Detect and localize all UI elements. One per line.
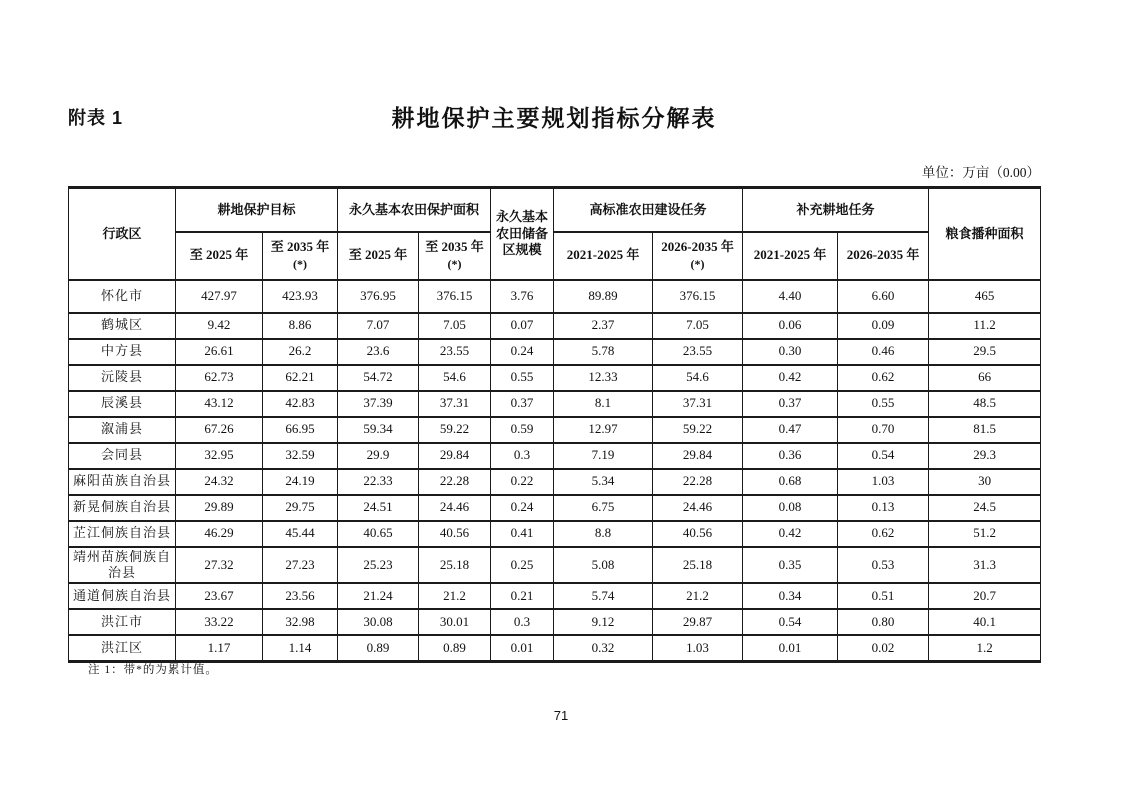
value-cell: 21.2 <box>419 583 491 609</box>
value-cell: 1.03 <box>838 469 929 495</box>
value-cell: 0.62 <box>838 365 929 391</box>
subheader-to-2025 <box>176 232 263 280</box>
value-cell: 6.75 <box>554 495 653 521</box>
value-cell: 59.34 <box>338 417 419 443</box>
table-row <box>69 443 1041 469</box>
value-cell: 24.46 <box>653 495 743 521</box>
value-cell: 0.08 <box>743 495 838 521</box>
value-cell: 0.42 <box>743 365 838 391</box>
region-cell: 会同县 <box>69 443 176 469</box>
subheader-2026-2035-star <box>653 232 743 280</box>
region-cell: 靖州苗族侗族自治县 <box>69 547 176 584</box>
value-cell: 12.33 <box>554 365 653 391</box>
value-cell: 1.2 <box>929 635 1041 661</box>
table-row <box>69 365 1041 391</box>
value-cell: 0.07 <box>491 313 554 339</box>
table-row <box>69 339 1041 365</box>
value-cell: 0.30 <box>743 339 838 365</box>
header-grain-area: 粮食播种面积 <box>929 188 1041 280</box>
value-cell: 21.24 <box>338 583 419 609</box>
value-cell: 23.55 <box>653 339 743 365</box>
region-cell: 中方县 <box>69 339 176 365</box>
value-cell: 0.53 <box>838 547 929 584</box>
region-cell: 沅陵县 <box>69 365 176 391</box>
subheader-text: 2021-2025 年 <box>566 247 640 263</box>
value-cell: 465 <box>929 280 1041 313</box>
table-row <box>69 609 1041 635</box>
value-cell: 40.1 <box>929 609 1041 635</box>
value-cell: 3.76 <box>491 280 554 313</box>
value-cell: 0.06 <box>743 313 838 339</box>
value-cell: 62.73 <box>176 365 263 391</box>
value-cell: 26.2 <box>263 339 338 365</box>
value-cell: 54.6 <box>419 365 491 391</box>
value-cell: 32.59 <box>263 443 338 469</box>
table-row <box>69 521 1041 547</box>
value-cell: 40.56 <box>653 521 743 547</box>
value-cell: 43.12 <box>176 391 263 417</box>
value-cell: 40.56 <box>419 521 491 547</box>
value-cell: 0.68 <box>743 469 838 495</box>
value-cell: 54.72 <box>338 365 419 391</box>
page-title: 耕地保护主要规划指标分解表 <box>391 105 717 131</box>
value-cell: 42.83 <box>263 391 338 417</box>
value-cell: 6.60 <box>838 280 929 313</box>
region-cell: 新晃侗族自治县 <box>69 495 176 521</box>
unit-note: 单位：万亩（0.00） <box>921 165 1040 180</box>
region-cell: 洪江市 <box>69 609 176 635</box>
value-cell: 376.95 <box>338 280 419 313</box>
value-cell: 0.37 <box>491 391 554 417</box>
region-cell: 辰溪县 <box>69 391 176 417</box>
value-cell: 0.51 <box>838 583 929 609</box>
value-cell: 29.75 <box>263 495 338 521</box>
value-cell: 27.23 <box>263 547 338 584</box>
region-cell: 芷江侗族自治县 <box>69 521 176 547</box>
value-cell: 5.74 <box>554 583 653 609</box>
header-region: 行政区 <box>69 188 176 280</box>
value-cell: 30 <box>929 469 1041 495</box>
table-row <box>69 313 1041 339</box>
value-cell: 8.86 <box>263 313 338 339</box>
value-cell: 23.55 <box>419 339 491 365</box>
table-row <box>69 495 1041 521</box>
value-cell: 46.29 <box>176 521 263 547</box>
page-number: 71 <box>553 708 569 723</box>
value-cell: 37.39 <box>338 391 419 417</box>
header-reserve: 永久基本农田储备区规模 <box>491 188 554 280</box>
table-row <box>69 391 1041 417</box>
region-cell: 通道侗族自治县 <box>69 583 176 609</box>
value-cell: 7.05 <box>419 313 491 339</box>
value-cell: 45.44 <box>263 521 338 547</box>
region-cell: 鹤城区 <box>69 313 176 339</box>
value-cell: 0.09 <box>838 313 929 339</box>
value-cell: 89.89 <box>554 280 653 313</box>
region-cell: 洪江区 <box>69 635 176 661</box>
cumulative-marker: (*) <box>293 256 307 271</box>
value-cell: 0.41 <box>491 521 554 547</box>
value-cell: 25.18 <box>419 547 491 584</box>
value-cell: 0.32 <box>554 635 653 661</box>
value-cell: 5.78 <box>554 339 653 365</box>
value-cell: 0.55 <box>838 391 929 417</box>
value-cell: 24.19 <box>263 469 338 495</box>
value-cell: 22.33 <box>338 469 419 495</box>
value-cell: 11.2 <box>929 313 1041 339</box>
value-cell: 59.22 <box>419 417 491 443</box>
subheader-text: 2026-2035 年 <box>846 247 920 263</box>
value-cell: 5.08 <box>554 547 653 584</box>
value-cell: 0.47 <box>743 417 838 443</box>
subheader-to-2025 <box>338 232 419 280</box>
value-cell: 7.05 <box>653 313 743 339</box>
value-cell: 0.70 <box>838 417 929 443</box>
region-cell: 麻阳苗族自治县 <box>69 469 176 495</box>
value-cell: 0.89 <box>338 635 419 661</box>
cumulative-marker: (*) <box>447 256 462 271</box>
value-cell: 59.22 <box>653 417 743 443</box>
table-row <box>69 635 1041 661</box>
subheader-text: 2026-2035 年 <box>661 239 734 255</box>
page-header <box>68 100 1040 140</box>
value-cell: 23.6 <box>338 339 419 365</box>
value-cell: 24.32 <box>176 469 263 495</box>
value-cell: 4.40 <box>743 280 838 313</box>
value-cell: 0.46 <box>838 339 929 365</box>
table-row <box>69 583 1041 609</box>
value-cell: 26.61 <box>176 339 263 365</box>
table-label: 附表 1 <box>68 108 124 128</box>
value-cell: 5.34 <box>554 469 653 495</box>
value-cell: 29.3 <box>929 443 1041 469</box>
value-cell: 25.18 <box>653 547 743 584</box>
value-cell: 32.95 <box>176 443 263 469</box>
value-cell: 376.15 <box>653 280 743 313</box>
value-cell: 9.42 <box>176 313 263 339</box>
value-cell: 21.2 <box>653 583 743 609</box>
value-cell: 67.26 <box>176 417 263 443</box>
value-cell: 1.14 <box>263 635 338 661</box>
header-supplement: 补充耕地任务 <box>743 188 929 232</box>
indicator-table <box>68 186 1041 663</box>
value-cell: 7.19 <box>554 443 653 469</box>
cumulative-marker: (*) <box>690 256 705 271</box>
value-cell: 33.22 <box>176 609 263 635</box>
value-cell: 54.6 <box>653 365 743 391</box>
value-cell: 29.5 <box>929 339 1041 365</box>
value-cell: 0.24 <box>491 495 554 521</box>
value-cell: 0.37 <box>743 391 838 417</box>
value-cell: 24.46 <box>419 495 491 521</box>
header-row-groups <box>69 188 1041 232</box>
value-cell: 1.17 <box>176 635 263 661</box>
value-cell: 29.89 <box>176 495 263 521</box>
value-cell: 22.28 <box>653 469 743 495</box>
value-cell: 48.5 <box>929 391 1041 417</box>
value-cell: 0.35 <box>743 547 838 584</box>
value-cell: 0.01 <box>491 635 554 661</box>
value-cell: 24.51 <box>338 495 419 521</box>
value-cell: 423.93 <box>263 280 338 313</box>
value-cell: 376.15 <box>419 280 491 313</box>
value-cell: 9.12 <box>554 609 653 635</box>
region-cell: 溆浦县 <box>69 417 176 443</box>
header-cultivated-target: 耕地保护目标 <box>176 188 338 232</box>
value-cell: 0.24 <box>491 339 554 365</box>
value-cell: 51.2 <box>929 521 1041 547</box>
value-cell: 66 <box>929 365 1041 391</box>
value-cell: 7.07 <box>338 313 419 339</box>
value-cell: 0.3 <box>491 609 554 635</box>
value-cell: 0.13 <box>838 495 929 521</box>
subheader-to-2035-star <box>419 232 491 280</box>
value-cell: 23.67 <box>176 583 263 609</box>
value-cell: 0.42 <box>743 521 838 547</box>
subheader-2021-2025 <box>554 232 653 280</box>
value-cell: 29.9 <box>338 443 419 469</box>
value-cell: 29.87 <box>653 609 743 635</box>
value-cell: 8.8 <box>554 521 653 547</box>
table-head <box>69 188 1041 280</box>
value-cell: 0.3 <box>491 443 554 469</box>
value-cell: 30.08 <box>338 609 419 635</box>
footnote: 注 1：带*的为累计值。 <box>88 664 218 676</box>
value-cell: 0.02 <box>838 635 929 661</box>
subheader-text: 至 2025 年 <box>189 247 249 263</box>
value-cell: 2.37 <box>554 313 653 339</box>
subheader-2021-2025 <box>743 232 838 280</box>
value-cell: 25.23 <box>338 547 419 584</box>
value-cell: 0.34 <box>743 583 838 609</box>
value-cell: 0.59 <box>491 417 554 443</box>
value-cell: 32.98 <box>263 609 338 635</box>
value-cell: 40.65 <box>338 521 419 547</box>
subheader-text: 至 2025 年 <box>348 247 408 263</box>
value-cell: 24.5 <box>929 495 1041 521</box>
value-cell: 29.84 <box>653 443 743 469</box>
value-cell: 0.36 <box>743 443 838 469</box>
header-high-standard: 高标准农田建设任务 <box>554 188 743 232</box>
value-cell: 0.01 <box>743 635 838 661</box>
value-cell: 0.54 <box>838 443 929 469</box>
table-row <box>69 417 1041 443</box>
value-cell: 37.31 <box>653 391 743 417</box>
value-cell: 12.97 <box>554 417 653 443</box>
value-cell: 0.55 <box>491 365 554 391</box>
value-cell: 0.22 <box>491 469 554 495</box>
value-cell: 427.97 <box>176 280 263 313</box>
value-cell: 31.3 <box>929 547 1041 584</box>
value-cell: 0.54 <box>743 609 838 635</box>
subheader-text: 至 2035 年 <box>425 239 484 255</box>
value-cell: 20.7 <box>929 583 1041 609</box>
value-cell: 62.21 <box>263 365 338 391</box>
table-row <box>69 547 1041 584</box>
value-cell: 0.25 <box>491 547 554 584</box>
subheader-to-2035-star <box>263 232 338 280</box>
value-cell: 37.31 <box>419 391 491 417</box>
value-cell: 0.89 <box>419 635 491 661</box>
header-row-sub <box>69 232 1041 280</box>
value-cell: 23.56 <box>263 583 338 609</box>
value-cell: 27.32 <box>176 547 263 584</box>
value-cell: 29.84 <box>419 443 491 469</box>
value-cell: 81.5 <box>929 417 1041 443</box>
subheader-text: 至 2035 年 <box>270 239 330 255</box>
subheader-2026-2035 <box>838 232 929 280</box>
subheader-text: 2021-2025 年 <box>753 247 827 263</box>
header-permanent-farmland: 永久基本农田保护面积 <box>338 188 491 232</box>
value-cell: 1.03 <box>653 635 743 661</box>
table-row <box>69 280 1041 313</box>
value-cell: 0.80 <box>838 609 929 635</box>
value-cell: 30.01 <box>419 609 491 635</box>
value-cell: 0.21 <box>491 583 554 609</box>
value-cell: 0.62 <box>838 521 929 547</box>
value-cell: 66.95 <box>263 417 338 443</box>
region-cell: 怀化市 <box>69 280 176 313</box>
value-cell: 22.28 <box>419 469 491 495</box>
value-cell: 8.1 <box>554 391 653 417</box>
table-body <box>69 280 1041 662</box>
table-row <box>69 469 1041 495</box>
